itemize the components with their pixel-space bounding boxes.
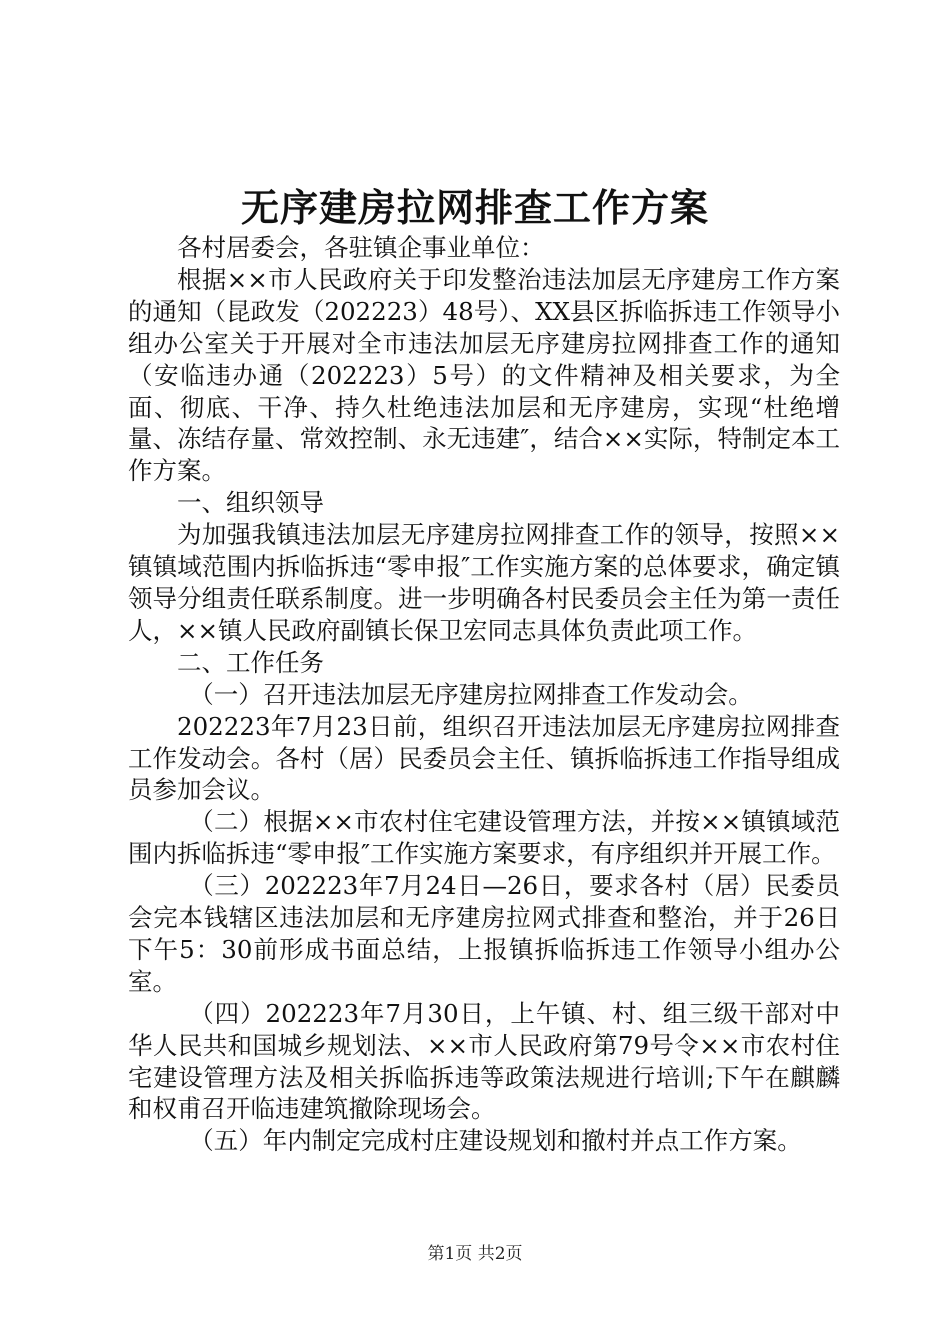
task-item-3-paragraph: （三）202223年7月24日—26日，要求各村（居）民委员会完本钱辖区违法加层和无序建房拉网式排查和整治，并于26日下午5：30前形成书面总结，上报镇拆临拆违工作领导小组办公室。 <box>128 871 840 996</box>
section-heading-organization: 一、组织领导 <box>177 488 324 518</box>
task-item-5-paragraph: （五）年内制定完成村庄建设规划和撤村并点工作方案。 <box>189 1126 802 1156</box>
section-heading-tasks: 二、工作任务 <box>177 647 324 677</box>
task-item-2-paragraph: （二）根据××市农村住宅建设管理方法，并按××镇镇域范围内拆临拆违“零申报″工作实施方案要求，有序组织并开展工作。 <box>128 807 840 869</box>
page-number-footer: 第1页 共2页 <box>427 1244 523 1264</box>
document-body <box>128 232 840 1157</box>
task-item-1-paragraph: 202223年7月23日前，组织召开违法加层无序建房拉网排查工作发动会。各村（居）民委员会主任、镇拆临拆违工作指导组成员参加会议。 <box>128 711 840 805</box>
organization-paragraph: 为加强我镇违法加层无序建房拉网排查工作的领导，按照××镇镇域范围内拆临拆违“零申报″工作实施方案的总体要求，确定镇领导分组责任联系制度。进一步明确各村民委员会主任为第一责任人，××镇人民政府副镇长保卫宏同志具体负责此项工作。 <box>128 520 840 645</box>
document-title: 无序建房拉网排查工作方案 <box>240 185 709 230</box>
task-item-4-paragraph: （四）202223年7月30日，上午镇、村、组三级干部对中华人民共和国城乡规划法、××市人民政府第79号令××市农村住宅建设管理方法及相关拆临拆违等政策法规进行培训;下午在麒麟和权甫召开临违建筑撤除现场会。 <box>128 998 840 1124</box>
intro-paragraph: 根据××市人民政府关于印发整治违法加层无序建房工作方案的通知（昆政发（202223）48号）、XX县区拆临拆违工作领导小组办公室关于开展对全市违法加层无序建房拉网排查工作的通知（安临违办通（202223）5号）的文件精神及相关要求，为全面、彻底、干净、持久杜绝违法加层和无序建房，实现“杜绝增量、冻结存量、常效控制、永无违建″，结合××实际，特制定本工作方案。 <box>128 264 840 486</box>
task-item-1-heading: （一）召开违法加层无序建房拉网排查工作发动会。 <box>189 679 753 709</box>
salutation-paragraph: 各村居委会，各驻镇企事业单位： <box>177 233 545 262</box>
